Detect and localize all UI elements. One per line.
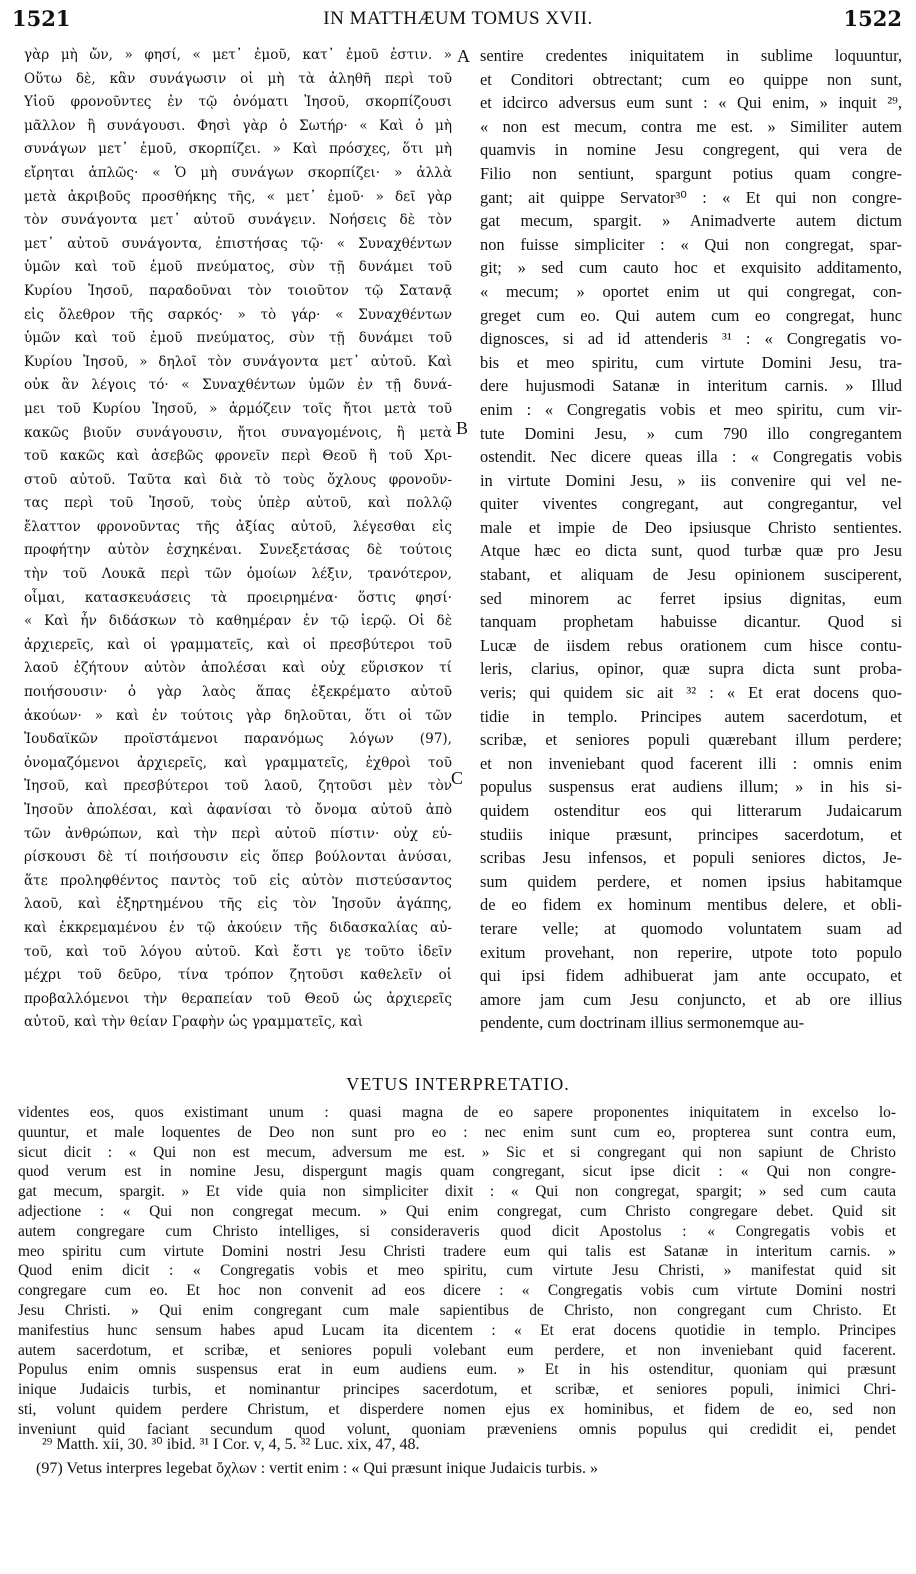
latin-text-line: non fuisse simpliciter : « Qui non congregat, spar-: [480, 234, 902, 254]
vetus-text-line: sti, volunt quidem perdere Christum, et disperdere nomen ejus ex hominibus, et fidem de eo, sed non: [18, 1400, 896, 1418]
greek-text-line: μετὰ ἀκριβοῦς προσθήκης τῆς, « μετ᾽ ἐμοῦ· » δεῖ γὰρ: [24, 188, 452, 205]
greek-text-line: ὀνομαζόμενοι ἀρχιερεῖς, καὶ γραμματεῖς, ἐχθροὶ τοῦ: [24, 754, 452, 771]
latin-text-line: exitum provehant, non reperire, utpote toto populo: [480, 942, 902, 962]
page-number-left: 1521: [12, 6, 71, 31]
vetus-interpretatio-text: [18, 1103, 896, 1440]
vetus-text-line: quod verum est in nomine Jesu, dispergunt magis quam congregant, sicut ipse dicit : « Qui non congre-: [18, 1163, 896, 1181]
section-marker-c: C: [451, 768, 464, 788]
latin-text-line: qui ipsi fidem adhibuerat jam ante occupato, et: [480, 966, 902, 986]
latin-text-line: git; » sed cum cauto hoc et exquisito additamento,: [480, 258, 902, 278]
vetus-text-line: Populus enim omnis suspensus erat in eum audiens eum. » Et in his ostenditur, quoniam qui præsunt: [18, 1361, 896, 1379]
greek-text-line: εἴρηται ἁπλῶς· « Ὁ μὴ συνάγων σκορπίζει· » ἀλλὰ: [24, 164, 452, 181]
vetus-text-line: quuntur, et male loquentes de Deo non sunt pro eo : nec enim sunt cum eo, propterea sunt contra eum,: [18, 1123, 896, 1141]
greek-text-line: μᾶλλον ἢ συνάγουσι. Φησὶ γὰρ ὁ Σωτήρ· « Καὶ ὁ μὴ: [24, 117, 452, 134]
vetus-text-line: inveniunt quid faciant secundum quod volunt, quoniam præveniens omnis populus qui credidit ei, pendet: [18, 1420, 896, 1438]
greek-text-line: λαοῦ ἐζήτουν αὐτὸν ἀπολέσαι καὶ οὐχ εὕρισκον τί: [24, 660, 452, 677]
latin-text-line: tute Domini Jesu, » cum 790 illo congregantem: [480, 423, 902, 443]
section-marker-a: A: [457, 46, 470, 66]
greek-text-line: ποιήσουσιν· ὁ γὰρ λαὸς ἅπας ἐξεκρέματο αὐτοῦ: [24, 684, 452, 701]
vetus-text-line: autem congregare cum Christo intelliges, si consideraveris quod dicit Apostolus : « Congregatis vobis et: [18, 1222, 896, 1240]
greek-text-line: ὑμῶν καὶ τοῦ ἐμοῦ πνεύματος, σὺν τῇ δυνάμει τοῦ: [24, 259, 452, 276]
page-header: [0, 4, 916, 38]
latin-text-line: quiter viventes congregant, aut congregantur, vel: [480, 494, 902, 514]
vetus-text-line: autem sacerdotum, et scribæ, et seniores populi volebant eum perdere, et non inveniebant quid facerent.: [18, 1341, 896, 1359]
latin-text-line: terare velle; at quomodo voluntatem suam ad: [480, 918, 902, 938]
footnote-note: (97) Vetus interpres legebat ὄχλων : vertit enim : « Qui præsunt inique Judaicis turbis. »: [36, 1460, 599, 1477]
running-title: IN MATTHÆUM TOMUS XVII.: [323, 8, 593, 29]
latin-text-line: Lucæ de iisdem rebus orationem cum hisce contu-: [480, 635, 902, 655]
greek-text-line: Οὕτω δὲ, κἂν συνάγωσιν οἱ μὴ τὰ ἀληθῆ περὶ τοῦ: [24, 70, 452, 87]
latin-text-line: et idcirco adversus eum sunt : « Qui enim, » inquit ²⁹,: [480, 93, 902, 113]
vetus-text-line: manifestius hunc sensum habes apud Lucam ita dicentem : « Et erat docens quotidie in templo. Principes: [18, 1321, 896, 1339]
greek-text-line: Κυρίου Ἰησοῦ, » δηλοῖ τὸν συνάγοντα μετ᾽ αὐτοῦ. Καὶ: [24, 353, 452, 370]
vetus-text-line: sicut dicit : « Qui non est mecum, adversum me est. » Sic et si congregant qui non sapiunt de Christo: [18, 1143, 896, 1161]
latin-text-line: « non est mecum, contra me est. » Similiter autem: [480, 116, 902, 136]
vetus-text-line: Quod enim dicit : « Congregatis vobis et meo spiritu, cum virtute Jesu Christi, » manifestat quid sit: [18, 1262, 896, 1280]
latin-text-line: stabant, et aliquam de Jesu opinionem susciperent,: [480, 565, 902, 585]
greek-text-line: ἅτε προληφθέντος παντὸς τοῦ εἰς αὐτὸν πιστεύσαντος: [24, 872, 452, 889]
vetus-text-line: meo spiritu cum virtute Domini nostri Jesu Christi tradere eum qui talis est Satanæ in interitum carnis. »: [18, 1242, 896, 1260]
latin-text-line: pendente, cum doctrinam illius sermonemque au-: [480, 1013, 805, 1033]
latin-text-line: sentire credentes iniquitatem in sublime loquuntur,: [480, 46, 902, 65]
latin-text-line: gat mecum, spargit. » Animadverte autem dictum: [480, 211, 902, 231]
greek-text-line: προβαλλόμενοι τὴν θεραπείαν τοῦ Θεοῦ ὡς ἀρχιερεῖς: [24, 990, 452, 1007]
greek-text-line: ὑμῶν καὶ τοῦ ἐμοῦ πνεύματος, σὺν τῇ δυνάμει τοῦ: [24, 330, 452, 347]
section-marker-b: B: [456, 418, 469, 438]
latin-text-line: sum quidem perdere, et nomen ipsius habitamque: [480, 871, 902, 891]
greek-text-line: τοῦ, καὶ τοῦ λόγου αὐτοῦ. Καὶ ἔστι γε τοῦτο ἰδεῖν: [24, 943, 452, 960]
latin-text-line: populus suspensus erat audiens illum; » in his si-: [480, 777, 902, 797]
greek-text-line: γὰρ μὴ ὤν, » φησί, « μετ᾽ ἐμοῦ, κατ᾽ ἐμοῦ ἐστιν. »: [24, 47, 452, 63]
vetus-text-line: adjectione : « Qui non congregat mecum. » Qui enim congregat, cum Christo congregare debet. Quid sit: [18, 1202, 896, 1220]
latin-text-line: quamvis in nomine Jesu congregent, qui vera de: [480, 140, 902, 160]
greek-text-line: οἶμαι, κατασκευάσεις τὰ προειρημένα· ὅστις φησί·: [24, 589, 452, 606]
greek-text-line: ρίσκουσι δὲ τί ποιήσουσιν εἰς ὅπερ βούλονται ἀνύσαι,: [24, 849, 452, 866]
latin-text-line: greget cum eo. Qui autem cum eo congregat, hunc: [480, 305, 902, 325]
greek-text-line: τοῦ κακῶς καὶ ἀσεβῶς φρονεῖν περὶ Θεοῦ ἢ τοῦ Χρι-: [24, 448, 452, 465]
latin-text-line: male et impie de Deo ipsiusque Christo sentientes.: [480, 517, 902, 537]
latin-text-line: ostendit. Nec dicere queas illa : « Congregatis vobis: [480, 447, 902, 467]
greek-text-line: καὶ ἐκκρεμαμένου ἐν τῷ ἀκούειν τῆς διδασκαλίας αὐ-: [24, 919, 452, 936]
page-number-right: 1522: [843, 6, 902, 31]
latin-text-line: veris; qui quidem sic ait ³² : « Et erat docens quo-: [480, 683, 902, 703]
greek-text-line: Ἰησοῦ, καὶ πρεσβύτεροι τοῦ λαοῦ, ζητοῦσι μὲν τὸν: [24, 778, 452, 795]
vetus-text-line: Jesu Christi. » Qui enim congregant cum male sapientibus de Christo, non congregant cum Christo. Et: [18, 1301, 896, 1319]
greek-text-line: οὐκ ἂν λέγοις τό· « Συναχθέντων ὑμῶν ἐν τῇ δυνά-: [24, 377, 452, 394]
latin-text-line: Filio non sentiunt, spargunt potius quam congre-: [480, 163, 902, 183]
vetus-text-line: videntes eos, quos existimant unum : quasi magna de eo sapere proponentes iniquitatem in excelso lo-: [18, 1104, 896, 1121]
latin-text-line: et non inveniebant quod facerent illi : omnis enim: [480, 753, 902, 773]
greek-text-line: τας περὶ τοῦ Ἰησοῦ, τοὺς ὑπὲρ αὐτοῦ, καὶ πολλῷ: [24, 495, 452, 512]
greek-text-line: Κυρίου Ἰησοῦ, παραδοῦναι τὸν τοιοῦτον τῷ Σατανᾷ: [24, 282, 452, 299]
vetus-text-line: inique Judaicis turbis, et nominantur principes sacerdotum, et scribæ, et seniores populi, inimici Chri-: [18, 1381, 896, 1399]
latin-text-line: « mecum; » oportet enim ut qui congregat, con-: [480, 281, 902, 301]
greek-text-line: κακῶς βιοῦν συνάγουσιν, ἤτοι συναγομένοις, ἢ μετὰ: [24, 424, 452, 441]
greek-text-line: λαοῦ, καὶ ἐξηρτημένου τῆς εἰς τὸν Ἰησοῦν ἀγάπης,: [24, 896, 452, 913]
latin-text-line: leris, clarius, opinor, quæ supra dicta sunt proba-: [480, 659, 902, 679]
greek-text-line: « Καὶ ἦν διδάσκων τὸ καθημέραν ἐν τῷ ἱερῷ. Οἱ δὲ: [24, 613, 452, 630]
greek-text-line: μει τοῦ Κυρίου Ἰησοῦ, » ἁρμόζειν τοῖς ἤτοι μετὰ τοῦ: [24, 400, 452, 417]
latin-text-line: sed minorem ac ferret ipsius dignitas, eum: [480, 588, 902, 608]
latin-text-line: bis et meo spiritu, cum virtute Domini Jesu, tra-: [480, 352, 902, 372]
greek-text-line: μετ᾽ αὐτοῦ συνάγοντα, ἐπιστήσας τῷ· « Συναχθέντων: [24, 235, 452, 252]
latin-text-line: scribæ, et seniores populi quærebant illum perdere;: [480, 730, 902, 750]
greek-text-line: Υἱοῦ φρονοῦντες ἐν τῷ ὀνόματι Ἰησοῦ, σκορπίζουσι: [24, 94, 452, 111]
greek-text-line: τὴν τοῦ Λουκᾶ περὶ τῶν ὁμοίων λέξιν, τρανότερον,: [24, 566, 452, 583]
latin-text-line: tidie in templo. Principes autem sacerdotum, et: [480, 706, 902, 726]
greek-text-column: [24, 44, 452, 1035]
latin-text-line: scribas Jesu infensos, et populi seniores dictos, Je-: [480, 848, 902, 868]
vetus-text-line: congregare cum eo. Et hoc non convenit ad eos dicere : « Congregatis vobis cum virtute Domini nostri: [18, 1282, 896, 1300]
greek-text-line: Ἰουδαϊκῶν προϊστάμενοι παρανόμως λόγων (97),: [24, 731, 452, 748]
greek-text-line: αὐτοῦ, καὶ τὴν θείαν Γραφὴν ὡς γραμματεῖς, καὶ: [24, 1014, 364, 1031]
greek-text-line: ἀκούων· » καὶ ἐν τούτοις γὰρ δηλοῦται, ὅτι οἱ τῶν: [24, 707, 452, 724]
latin-text-line: amore jam cum Jesu conjuncto, et ab ore illius: [480, 989, 902, 1009]
latin-text-line: quidem ostenditur eos qui litterarum Judaicarum: [480, 801, 902, 820]
latin-text-line: de eo fidem ex hominum mentibus delere, et obli-: [480, 895, 902, 915]
latin-text-line: tanquam prophetam habuisse dicantur. Quod si: [480, 612, 902, 632]
greek-text-line: εἰς ὄλεθρον τῆς σαρκός· » τὸ γάρ· « Συναχθέντων: [24, 306, 452, 323]
greek-text-line: μέχρι τοῦ δεῦρο, τίνα τρόπον ζητοῦσι καθελεῖν οἱ: [24, 967, 452, 984]
latin-text-line: gant; ait quippe Servator³⁰ : « Et qui non congre-: [480, 187, 902, 207]
greek-text-line: ἀρχιερεῖς, καὶ οἱ γραμματεῖς, καὶ οἱ πρεσβύτεροι τοῦ: [24, 636, 452, 653]
footnotes: [36, 1433, 882, 1481]
latin-text-line: in virtute Domini Jesu, » iis convenire qui vel ne-: [480, 470, 902, 490]
greek-text-line: τῶν ἀνθρώπων, καὶ τὴν περὶ αὐτοῦ πίστιν· οὐχ εὑ-: [24, 825, 452, 842]
section-heading: VETUS INTERPRETATIO.: [346, 1074, 570, 1094]
latin-text-line: enim : « Congregatis vobis et meo spiritu, cum vir-: [480, 399, 902, 419]
greek-text-line: συνάγων μετ᾽ ἐμοῦ, σκορπίζει. » Καὶ πρόσχες, ὅτι μὴ: [24, 141, 452, 158]
latin-text-line: studiis inique præsunt, principes sacerdotum, et: [480, 824, 902, 844]
footnote-references: ²⁹ Matth. xii, 30. ³⁰ ibid. ³¹ I Cor. v, 4, 5. ³² Luc. xix, 47, 48.: [42, 1436, 420, 1453]
latin-text-line: dere hujusmodi Satanæ in interitum carnis. » Illud: [480, 376, 902, 396]
greek-text-line: ἔλαττον φρονοῦντας τῆς ἀξίας αὐτοῦ, λέγεσθαι εἰς: [24, 518, 452, 535]
latin-text-line: Atque hæc eo dicta sunt, quod turbæ quæ pro Jesu: [480, 541, 902, 561]
greek-text-line: τὸν συνάγοντα μετ᾽ αὐτοῦ συνάγειν. Νοήσεις δὲ τὸν: [24, 212, 452, 229]
vetus-text-line: gat mecum, spargit. » Et vide quia non simpliciter dixit : « Qui non congregat, spargit; » sed cum cauta: [18, 1183, 896, 1201]
greek-text-line: στοῦ αὐτοῦ. Ταῦτα καὶ διὰ τὸ τοὺς ὄχλους φρονοῦν-: [24, 471, 452, 488]
latin-text-line: et Conditori obtrectant; cum eo quippe non sunt,: [480, 69, 902, 89]
latin-translation-column: [480, 44, 902, 1035]
latin-text-line: dignosces, si ad id attenderis ³¹ : « Congregatis vo-: [480, 329, 902, 349]
greek-text-line: Ἰησοῦν ἀπολέσαι, καὶ ἀφανίσαι τὸ ὄνομα αὐτοῦ ἀπὸ: [24, 802, 452, 818]
greek-text-line: προφήτην αὐτὸν ἐσχηκέναι. Συνεξετάσας δὲ τούτοις: [24, 542, 452, 559]
